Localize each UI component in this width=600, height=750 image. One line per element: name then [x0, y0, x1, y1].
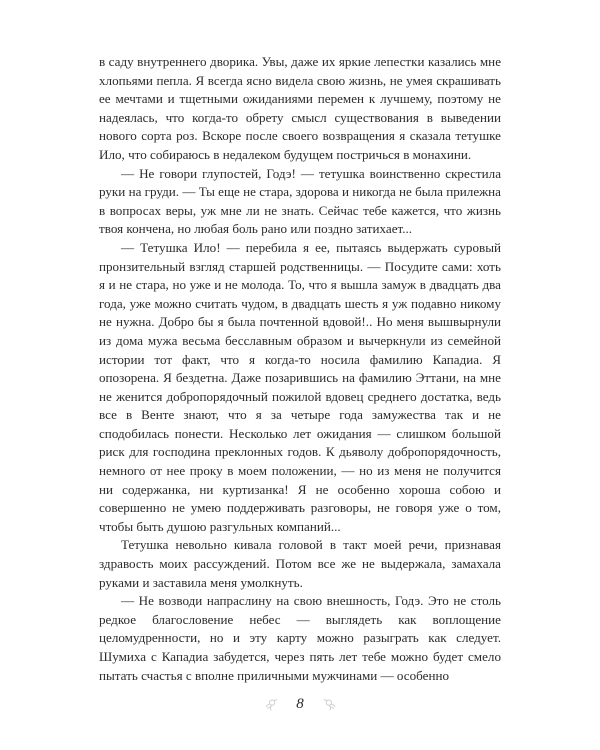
page-number: 8: [296, 696, 304, 712]
page-footer: [0, 697, 600, 712]
paragraph: — Не говори глупостей, Годэ! — тетушка воинственно скрестила руки на груди. — Ты еще не стара, здорова и никогда не была прилежна в вопросах веры, уж мне ли не знать. Сейчас тебе кажется, что жизнь твоя кончена, но любая боль рано или поздно затихает...: [99, 165, 501, 237]
paragraph: Тетушка невольно кивала головой в такт моей речи, признавая здравость моих рассуждений. Потом все же не выдержала, замахала руками и заставила меня умолкнуть.: [99, 537, 501, 590]
paragraph: — Тетушка Ило! — перебила я ее, пытаясь выдержать суровый пронзительный взгляд старшей родственницы. — Посудите сами: хоть я и не стара, но уже и не молода. То, что я вышла замуж в двадцать два года, уже можно считать чудом, в двадцать шесть я уж подавно никому не нужна. Добро бы я была почтенной вдовой!.. Но меня вышвырнули из дома мужа весьма бесславным образом и вычеркнули из семейной истории тот факт, что я когда-то носила фамилию Кападиа. Я опозорена. Я бездетна. Даже позарившись на фамилию Эттани, на мне не женится добропорядочный пожилой вдовец среднего достатка, ведь все в Венте знают, что я за четыре года замужества так и не сподобилась понести. Несколько лет ожидания — слишком большой риск для господина преклонных годов. К дьяволу добропорядочность, немного от нее проку в моем положении, — но из меня не получится ни содержанка, ни куртизанка! Я не особенно хороша собою и совершенно не умею поддерживать разговоры, не говоря уже о том, чтобы быть душою разгульных компаний...: [99, 239, 501, 534]
floral-ornament-right-icon: [322, 697, 337, 712]
paragraph: в саду внутреннего дворика. Увы, даже их яркие лепестки казались мне хлопьями пепла. Я всегда ясно видела свою жизнь, не умея скрашивать ее мечтами и тщетными ожиданиями перемен к лучшему, поэтому не надеялась, что когда-то обрету смысл существования в выведении нового сорта роз. Вскоре после своего возвращения я сказала тетушке Ило, что собираюсь в недалеком будущем постричься в монахини.: [99, 54, 501, 162]
page-body-text: [99, 53, 501, 685]
paragraph: — Не возводи напраслину на свою внешность, Годэ. Это не столь редкое благословение небес — выглядеть как воплощение целомудренности, но и эту карту можно разыграть как следует. Шумиха с Кападиа забудется, через пять лет тебе можно будет смело пытать счастья с вполне приличными мужчинами — особенно: [99, 593, 501, 683]
floral-ornament-left-icon: [264, 697, 279, 712]
